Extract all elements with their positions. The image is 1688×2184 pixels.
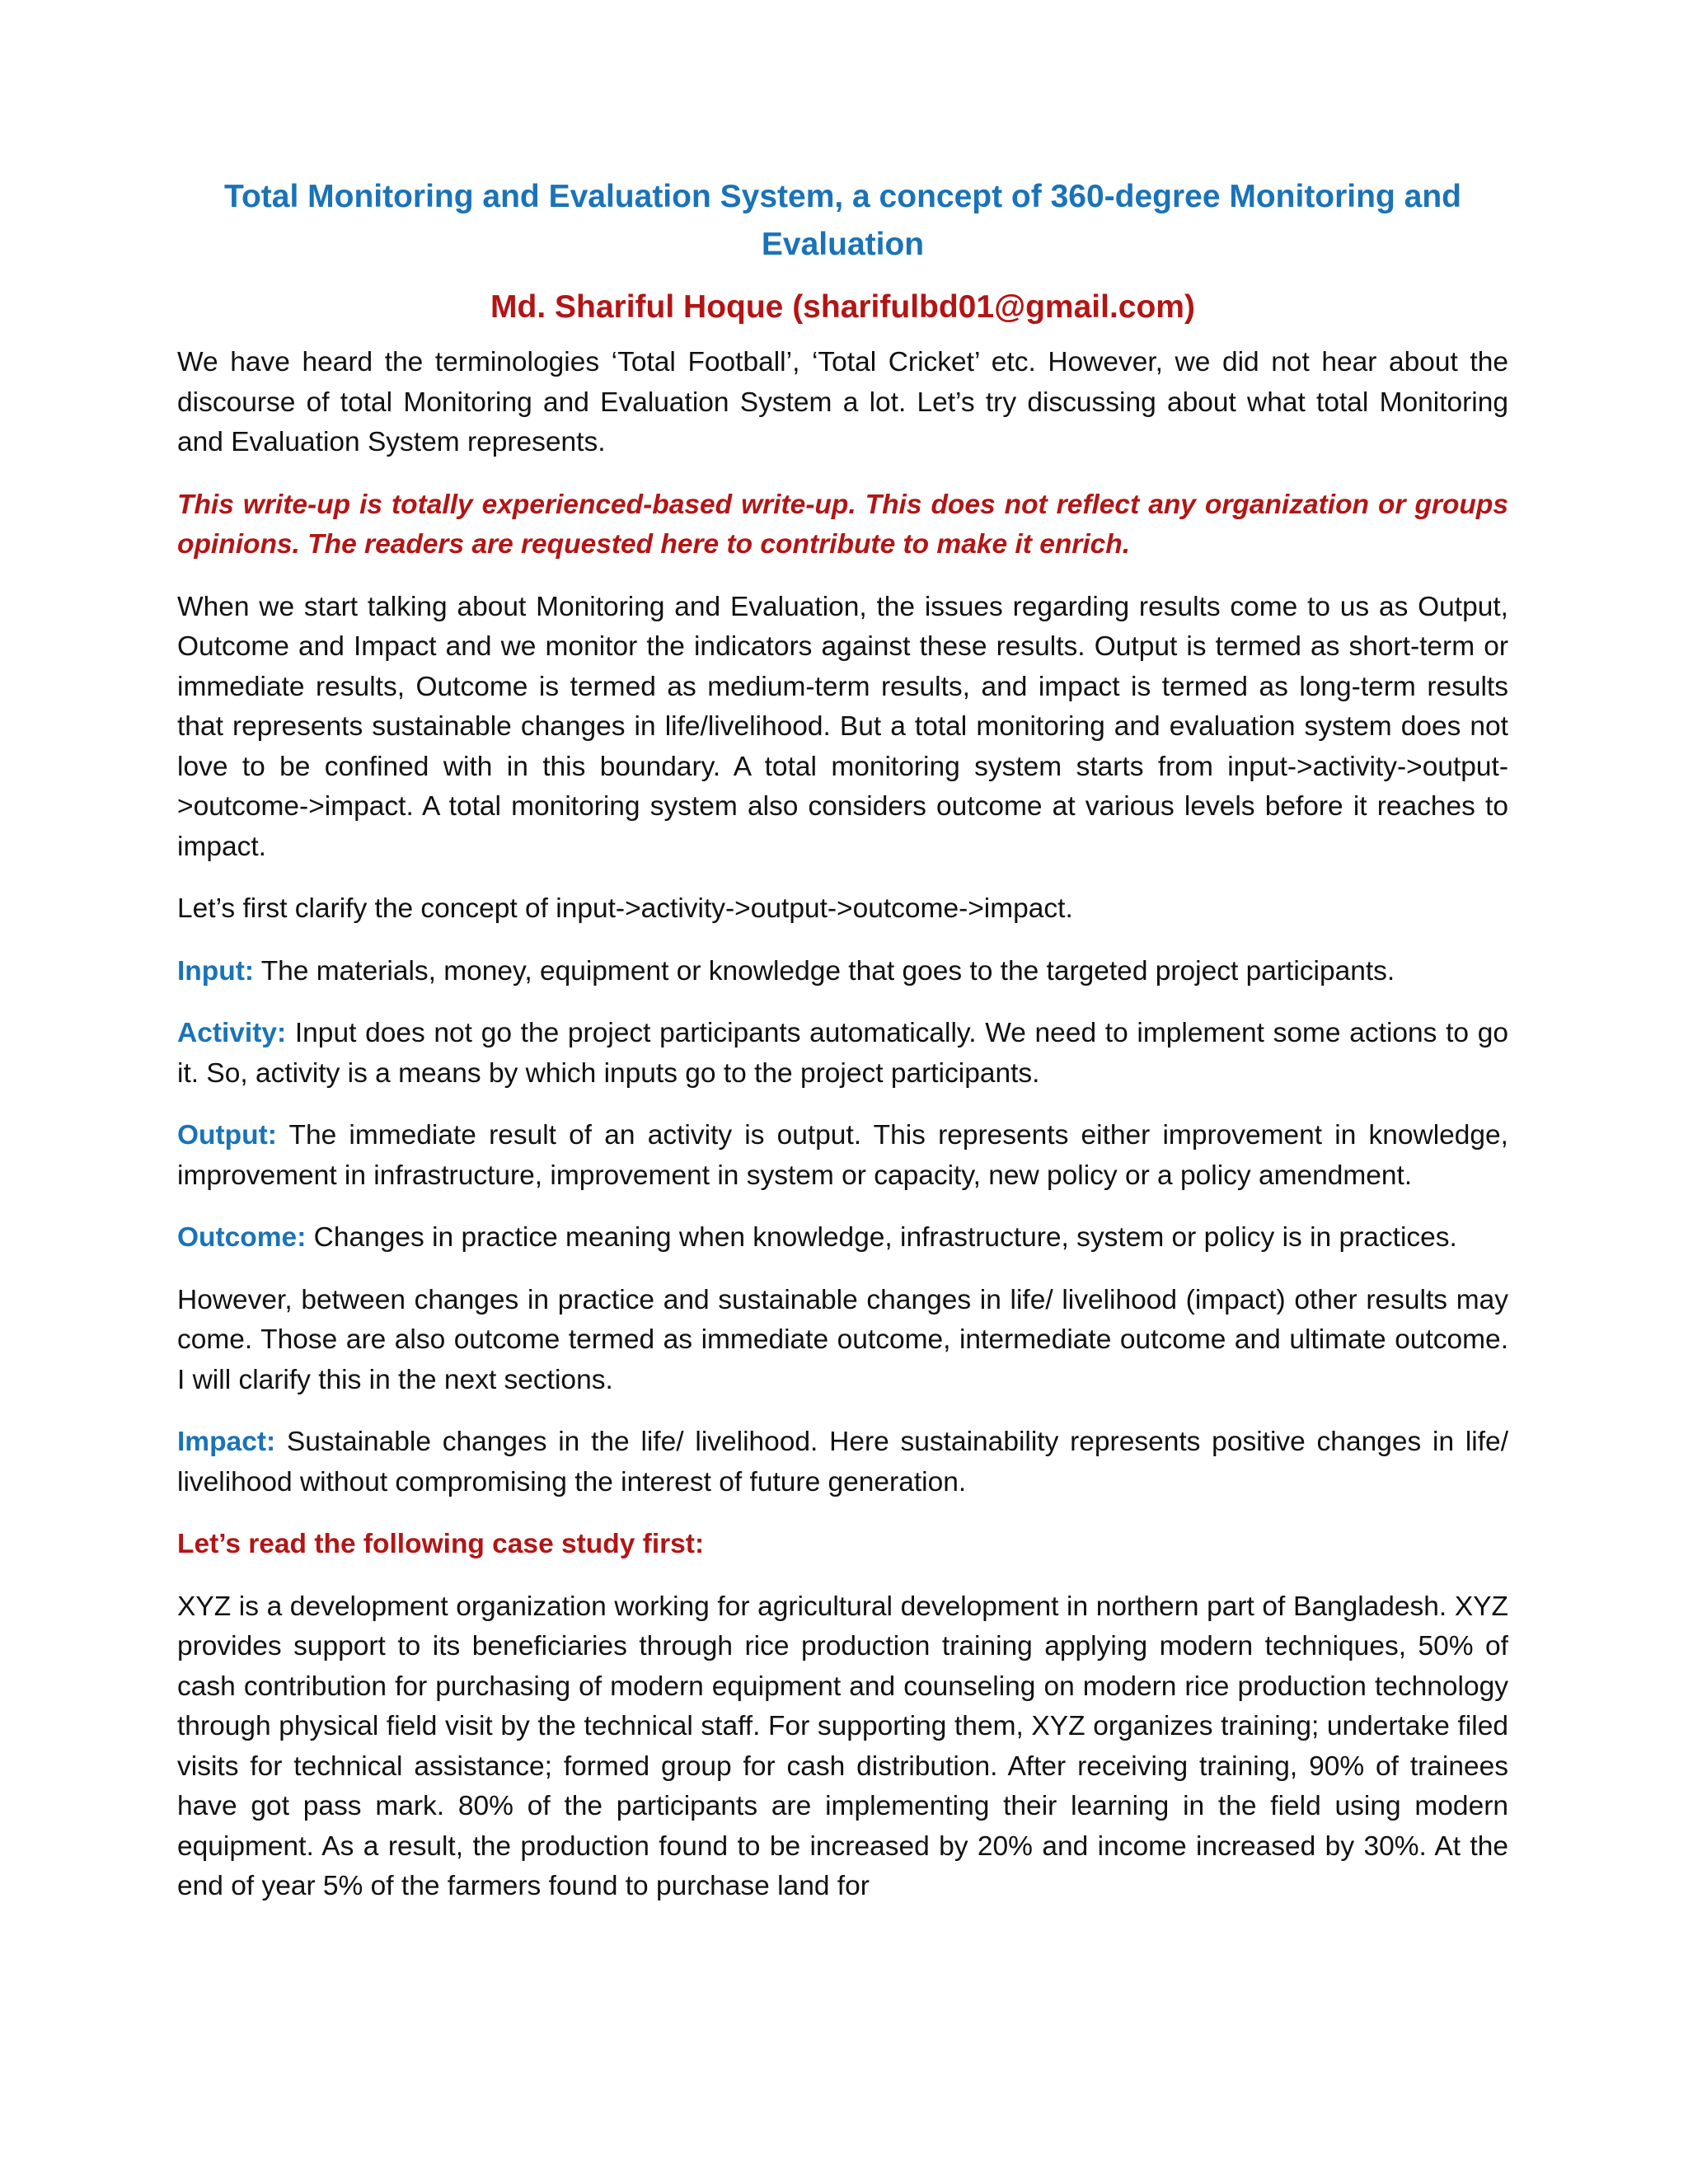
clarify-paragraph: Let’s first clarify the concept of input->activity->output->outcome->impact. [177,893,1073,924]
disclaimer-paragraph: This write-up is totally experienced-based write-up. This does not reflect any organization or groups opinions. The readers are requested here to contribute to make it enrich. [177,489,1508,560]
document-title: Total Monitoring and Evaluation System, a concept of 360-degree Monitoring and Evaluation [224,179,1461,262]
impact-text: Sustainable changes in the life/ livelihood. Here sustainability represents positive changes in life/ livelihood without compromising the interest of future generation. [177,1427,1508,1497]
outcome-levels-paragraph: However, between changes in practice and sustainable changes in life/ livelihood (impact) other results may come. Those are also outcome termed as immediate outcome, intermediate outcome and ultimate outcome. I will clarify this in the next sections. [177,1284,1508,1395]
activity-term: Activity: [177,1018,287,1048]
input-term: Input: [177,955,255,987]
outcome-text: Changes in practice meaning when knowledge, infrastructure, system or policy is in practices. [306,1222,1457,1253]
document-page [177,173,1508,1929]
activity-definition [177,1014,1508,1094]
activity-text: Input does not go the project participants automatically. We need to implement some actions to go it. So, activity is a means by which inputs go to the project participants. [177,1018,1508,1089]
input-text: The materials, money, equipment or knowledge that goes to the targeted project participants. [254,955,1395,987]
input-definition [177,952,1508,992]
intro-paragraph: We have heard the terminologies ‘Total Football’, ‘Total Cricket’ etc. However, we did not hear about the discourse of total Monitoring and Evaluation System a lot. Let’s try discussing about what total Monitoring and Evaluation System represents. [177,347,1508,457]
outcome-term: Outcome: [177,1222,307,1253]
results-paragraph: When we start talking about Monitoring and Evaluation, the issues regarding results come to us as Output, Outcome and Impact and we monitor the indicators against these results. Output is termed as short-term or immediate results, Outcome is termed as medium-term results, and impact is termed as long-term results that represents sustainable changes in life/livelihood. But a total monitoring and evaluation system does not love to be confined with in this boundary. A total monitoring system starts from input->activity->output->outcome->impact. A total monitoring system also considers outcome at various levels before it reaches to impact. [177,591,1508,862]
author-line: Md. Shariful Hoque (sharifulbd01@gmail.com) [490,289,1195,325]
output-term: Output: [177,1120,277,1151]
output-text: The immediate result of an activity is output. This represents either improvement in knowledge, improvement in infrastructure, improvement in system or capacity, new policy or a policy amendment. [177,1120,1508,1191]
impact-term: Impact: [177,1427,276,1457]
outcome-definition [177,1218,1508,1258]
case-study-heading: Let’s read the following case study first: [177,1529,705,1559]
impact-definition [177,1422,1508,1502]
case-study-paragraph: XYZ is a development organization working for agricultural development in northern part of Bangladesh. XYZ provides support to its beneficiaries through rice production training applying modern techniques, 50% of cash contribution for purchasing of modern equipment and counseling on modern rice production technology through physical field visit by the technical staff. For supporting them, XYZ organizes training; undertake filed visits for technical assistance; formed group for cash distribution. After receiving training, 90% of trainees have got pass mark. 80% of the participants are implementing their learning in the field using modern equipment. As a result, the production found to be increased by 20% and income increased by 30%. At the end of year 5% of the farmers found to purchase land for [177,1591,1508,1901]
output-definition [177,1116,1508,1196]
